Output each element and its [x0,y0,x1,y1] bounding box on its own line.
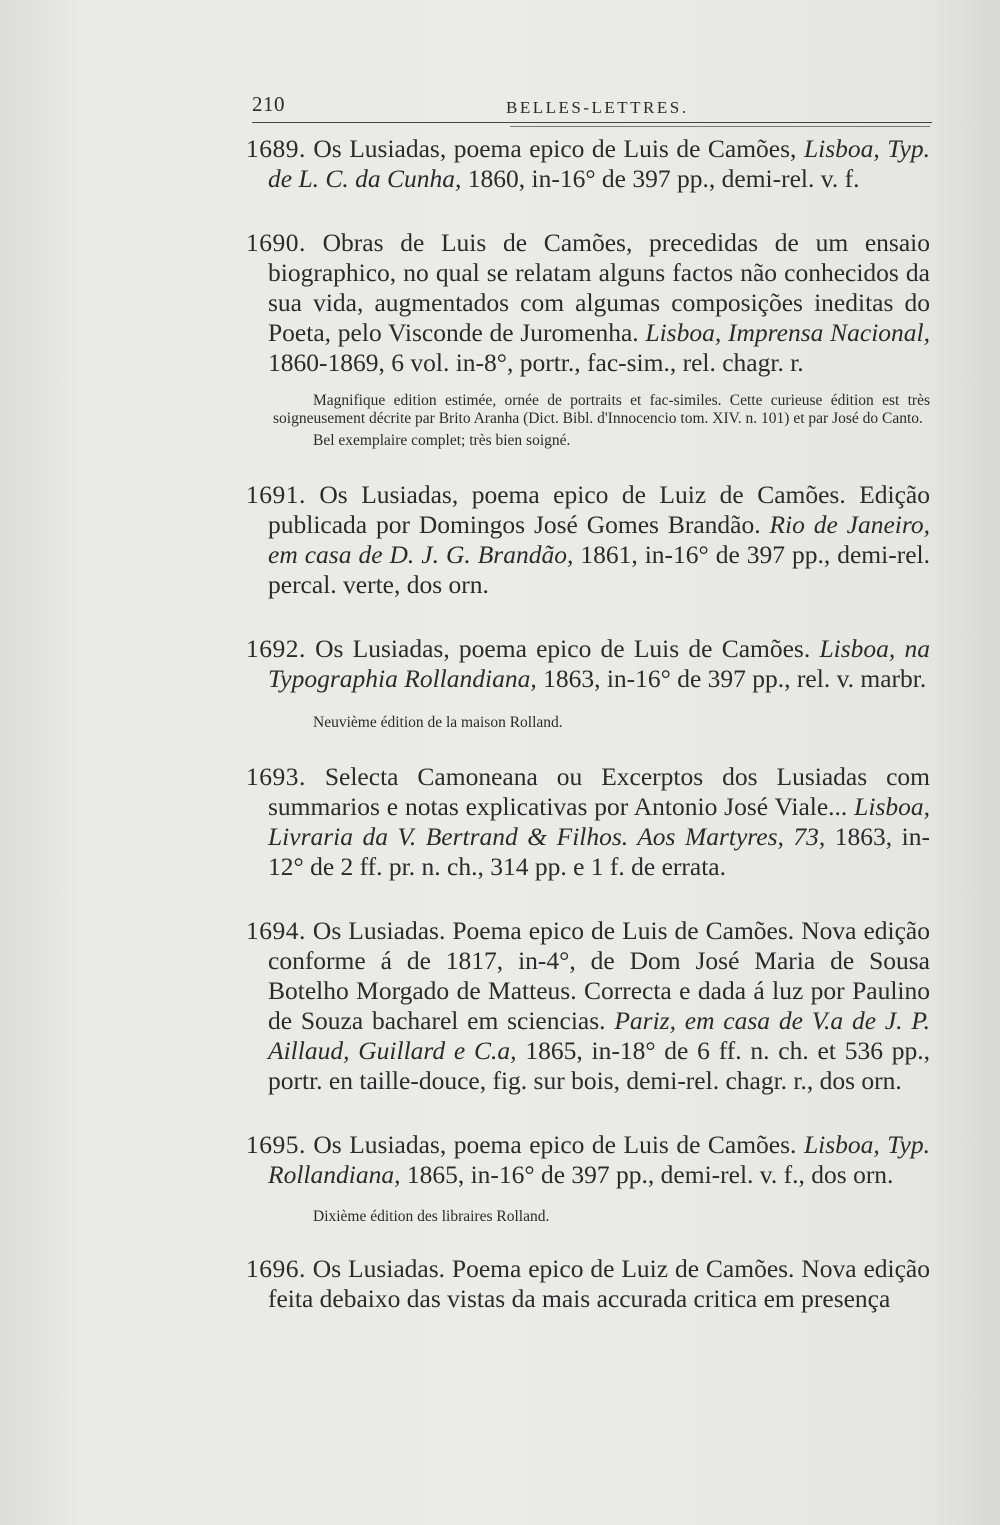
entry-text: Os Lusiadas, poema epico de Luiz de Camões. Edição publicada por Domingos José Gomes Brandão. [268,480,931,539]
entry-text: Os Lusiadas, poema epico de Luis de Camões. [315,634,820,663]
entry-collation: 1863, in-16° de 397 pp., rel. v. marbr. [536,664,927,693]
entry-collation: 1861, in-16° de 397 pp., demi-rel. percal. verte, dos orn. [268,540,930,599]
entry-note: Dixième édition des libraires Rolland. [313,1208,550,1225]
entry-1692 [218,634,930,694]
entry-1689 [218,134,930,194]
entry-imprint: Lisboa, na Typographia Rollandiana, [268,634,930,693]
entry-text: Os Lusiadas. Poema epico de Luiz de Camões. Nova edição feita debaixo das vistas da mais accurada critica em presença [268,1254,931,1313]
running-title: BELLES-LETTRES. [506,98,689,117]
entry-number: 1690. [246,228,306,257]
entry-collation: 1860-1869, 6 vol. in-8°, portr., fac-sim., rel. chagr. r. [268,348,804,377]
entry-1695 [218,1130,930,1190]
entry-number: 1693. [246,762,306,791]
entry-collation: 1863, in-12° de 2 ff. pr. n. ch., 314 pp. e 1 f. de errata. [268,822,930,881]
entry-imprint: Lisboa, Typ. Rollandiana, [268,1130,930,1189]
entry-text: Selecta Camoneana ou Excerptos dos Lusiadas com summarios e notas explicativas por Antonio José Viale... [268,762,930,821]
entry-1690 [218,228,930,378]
entry-number: 1692. [246,634,306,663]
header-rule-secondary [510,126,930,127]
entry-number: 1694. [246,916,306,945]
entry-imprint: Lisboa, Typ. de L. C. da Cunha, [268,134,930,193]
entry-note: Neuvième édition de la maison Rolland. [313,714,563,731]
entry-1694 [218,916,930,1096]
entry-imprint: Lisboa, Imprensa Nacional, [645,318,930,347]
entry-1696 [218,1254,930,1314]
entry-collation: 1865, in-16° de 397 pp., demi-rel. v. f., dos orn. [400,1160,894,1189]
catalogue-body [218,134,930,1314]
entry-text: Os Lusiadas, poema epico de Luis de Camões. [313,1130,804,1159]
entry-collation: 1865, in-18° de 6 ff. n. ch. et 536 pp., portr. en taille-douce, fig. sur bois, demi-rel. chagr. r., dos orn. [268,1036,930,1095]
page-number: 210 [252,92,285,116]
entry-imprint: Rio de Janeiro, em casa de D. J. G. Brandão, [268,510,930,569]
entry-text: Obras de Luis de Camões, precedidas de um ensaio biographico, no qual se relatam alguns factos não conhecidos da sua vida, augmentados com algumas composições ineditas do Poeta, pelo Visconde de Juromenha. [268,228,931,347]
entry-number: 1689. [246,134,306,163]
entry-1691 [218,480,930,600]
entry-text: Os Lusiadas, poema epico de Luis de Camões, [313,134,804,163]
entry-number: 1696. [246,1254,306,1283]
entry-number: 1695. [246,1130,306,1159]
entry-imprint: Lisboa, Livraria da V. Bertrand & Filhos. Aos Martyres, 73, [268,792,930,851]
entry-note: Bel exemplaire complet; très bien soigné. [313,432,571,449]
page-header [252,92,932,128]
entry-collation: 1860, in-16° de 397 pp., demi-rel. v. f. [461,164,860,193]
header-rule [252,122,932,123]
entry-imprint: Pariz, em casa de V.a de J. P. Aillaud, Guillard e C.a, [268,1006,930,1065]
entry-number: 1691. [246,480,306,509]
entry-1693 [218,762,930,882]
entry-text: Os Lusiadas. Poema epico de Luis de Camões. Nova edição conforme á de 1817, in-4°, de Dom José Maria de Sousa Botelho Morgado de Matteus. Correcta e dada á luz por Paulino de Souza bacharel em sciencias. [268,916,930,1035]
entry-note: Magnifique edition estimée, ornée de portraits et fac-similes. Cette curieuse édition est très soigneusement décrite par Brito Aranha (Dict. Bibl. d'Innocencio tom. XIV. n. 101) et par José do Canto. [273,392,930,427]
